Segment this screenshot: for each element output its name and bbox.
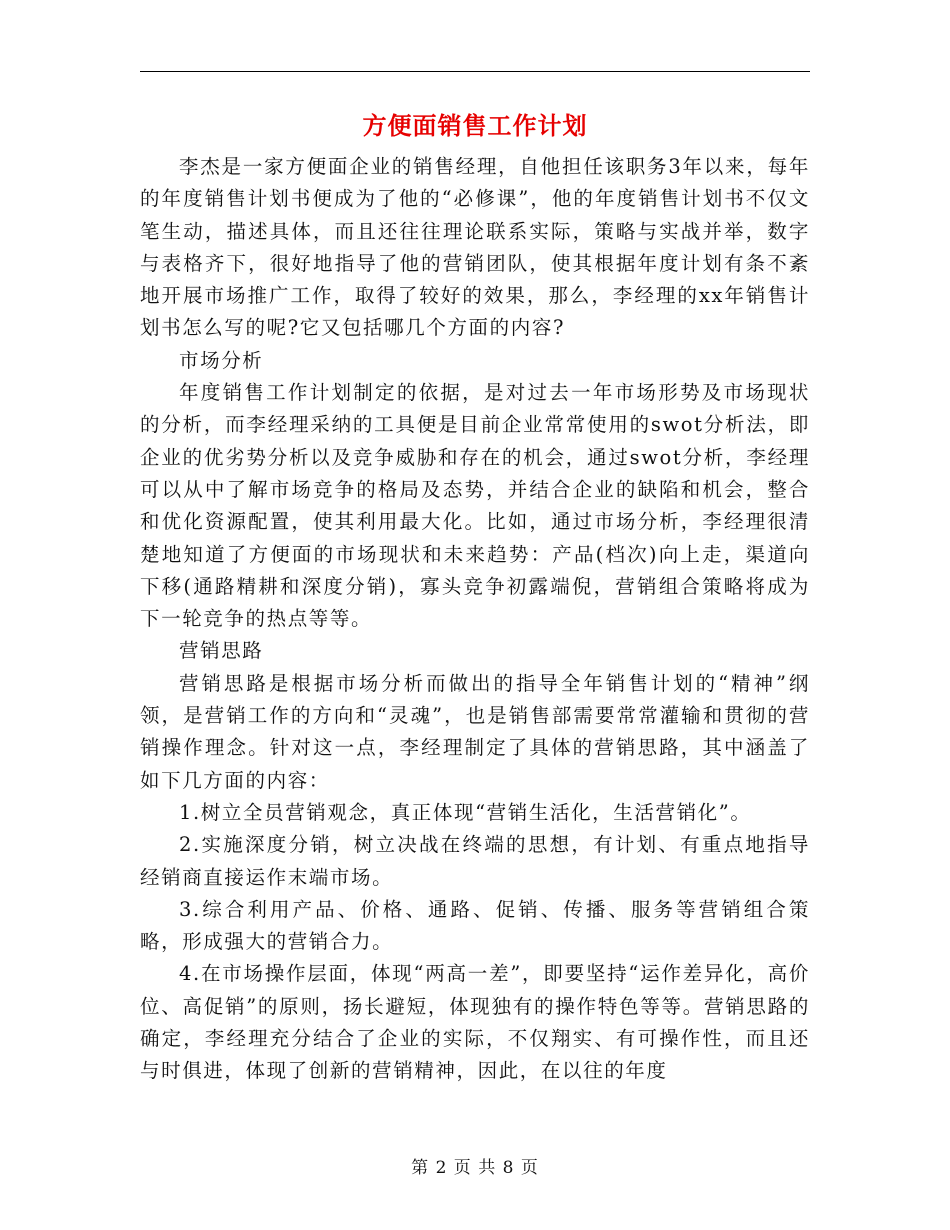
header-rule <box>140 71 810 72</box>
section-heading-market-analysis: 市场分析 <box>179 348 264 372</box>
list-item-4: 4.在市场操作层面，体现“两高一差”，即要坚持“运作差异化，高价位、高促销”的原则，扬长避短，体现独有的操作特色等等。营销思路的确定，李经理充分结合了企业的实际，不仅翔实、有可操作性，而且还与时俱进，体现了创新的营销精神，因此，在以往的年度 <box>140 962 810 1083</box>
section-heading-marketing-approach: 营销思路 <box>179 639 264 663</box>
list-item-1: 1.树立全员营销观念，真正体现“营销生活化，生活营销化”。 <box>179 800 752 824</box>
market-analysis-paragraph: 年度销售工作计划制定的依据，是对过去一年市场形势及市场现状的分析，而李经理采纳的工具便是目前企业常常使用的swot分析法，即企业的优劣势分析以及竞争威胁和存在的机会，通过swot分析，李经理可以从中了解市场竞争的格局及态势，并结合企业的缺陷和机会，整合和优化资源配置，使其利用最大化。比如，通过市场分析，李经理很清楚地知道了方便面的市场现状和未来趋势：产品(档次)向上走，渠道向下移(通路精耕和深度分销)，寡头竞争初露端倪，营销组合策略将成为下一轮竞争的热点等等。 <box>140 381 810 631</box>
intro-paragraph: 李杰是一家方便面企业的销售经理，自他担任该职务3年以来，每年的年度销售计划书便成为了他的“必修课”，他的年度销售计划书不仅文笔生动，描述具体，而且还往往理论联系实际，策略与实战并举，数字与表格齐下，很好地指导了他的营销团队，使其根据年度计划有条不紊地开展市场推广工作，取得了较好的效果，那么，李经理的xx年销售计划书怎么写的呢?它又包括哪几个方面的内容? <box>140 155 810 340</box>
marketing-approach-paragraph: 营销思路是根据市场分析而做出的指导全年销售计划的“精神”纲领，是营销工作的方向和“灵魂”，也是销售部需要常常灌输和贯彻的营销操作理念。针对这一点，李经理制定了具体的营销思路，其中涵盖了如下几方面的内容： <box>140 671 810 792</box>
list-item-2: 2.实施深度分销，树立决战在终端的思想，有计划、有重点地指导经销商直接运作末端市场。 <box>140 833 810 889</box>
page-number-footer: 第 2 页 共 8 页 <box>411 1158 539 1178</box>
document-body <box>140 151 810 1088</box>
document-title: 方便面销售工作计划 <box>362 111 588 140</box>
list-item-3: 3.综合利用产品、价格、通路、促销、传播、服务等营销组合策略，形成强大的营销合力。 <box>140 897 810 954</box>
